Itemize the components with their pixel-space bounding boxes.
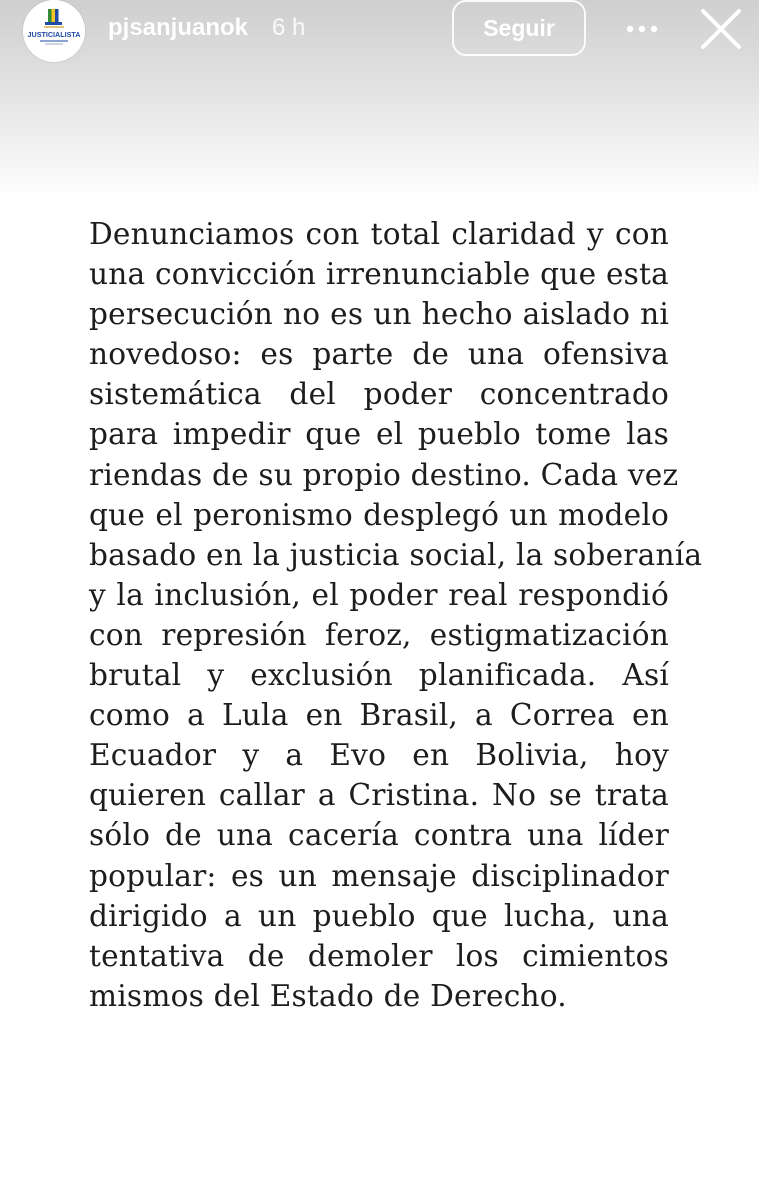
- story-line: sólo de una cacería contra una líder: [89, 818, 669, 853]
- story-text: [89, 214, 703, 1016]
- close-icon[interactable]: [698, 6, 744, 52]
- story-line: basado en la justicia social, la soberanía: [89, 537, 703, 572]
- story-line: Denunciamos con total claridad y con: [89, 217, 669, 251]
- story-header: [0, 0, 759, 60]
- story-line: una convicción irrenunciable que esta: [89, 257, 669, 292]
- story-line: persecución no es un hecho aislado ni: [89, 297, 669, 332]
- follow-button[interactable]: Seguir: [452, 0, 586, 56]
- story-line: quieren callar a Cristina. No se trata: [89, 778, 669, 813]
- story-line: mismos del Estado de Derecho.: [89, 978, 567, 1013]
- story-line: sistemática del poder concentrado: [89, 377, 669, 412]
- justicialista-logo-icon: [23, 0, 85, 62]
- avatar[interactable]: [23, 0, 85, 62]
- story-line: con represión feroz, estigmatización: [89, 617, 669, 652]
- story-line: popular: es un mensaje disciplinador: [89, 858, 669, 893]
- story-line: novedoso: es parte de una ofensiva: [89, 337, 669, 372]
- story-line: como a Lula en Brasil, a Correa en: [89, 698, 669, 733]
- story-line: brutal y exclusión planificada. Así: [89, 658, 669, 693]
- more-horizontal-icon[interactable]: [620, 12, 664, 46]
- story-line: Ecuador y a Evo en Bolivia, hoy: [89, 738, 669, 773]
- timestamp: 6 h: [272, 14, 306, 41]
- story-line: para impedir que el pueblo tome las: [89, 417, 669, 452]
- username[interactable]: pjsanjuanok: [108, 14, 249, 41]
- story-line: y la inclusión, el poder real respondió: [89, 577, 669, 612]
- story-line: riendas de su propio destino. Cada vez: [89, 457, 679, 492]
- story-line: dirigido a un pueblo que lucha, una: [89, 898, 669, 933]
- story-line: tentativa de demoler los cimientos: [89, 938, 669, 973]
- svg-text:JUSTICIALISTA: JUSTICIALISTA: [27, 30, 81, 39]
- story-line: que el peronismo desplegó un modelo: [89, 497, 669, 532]
